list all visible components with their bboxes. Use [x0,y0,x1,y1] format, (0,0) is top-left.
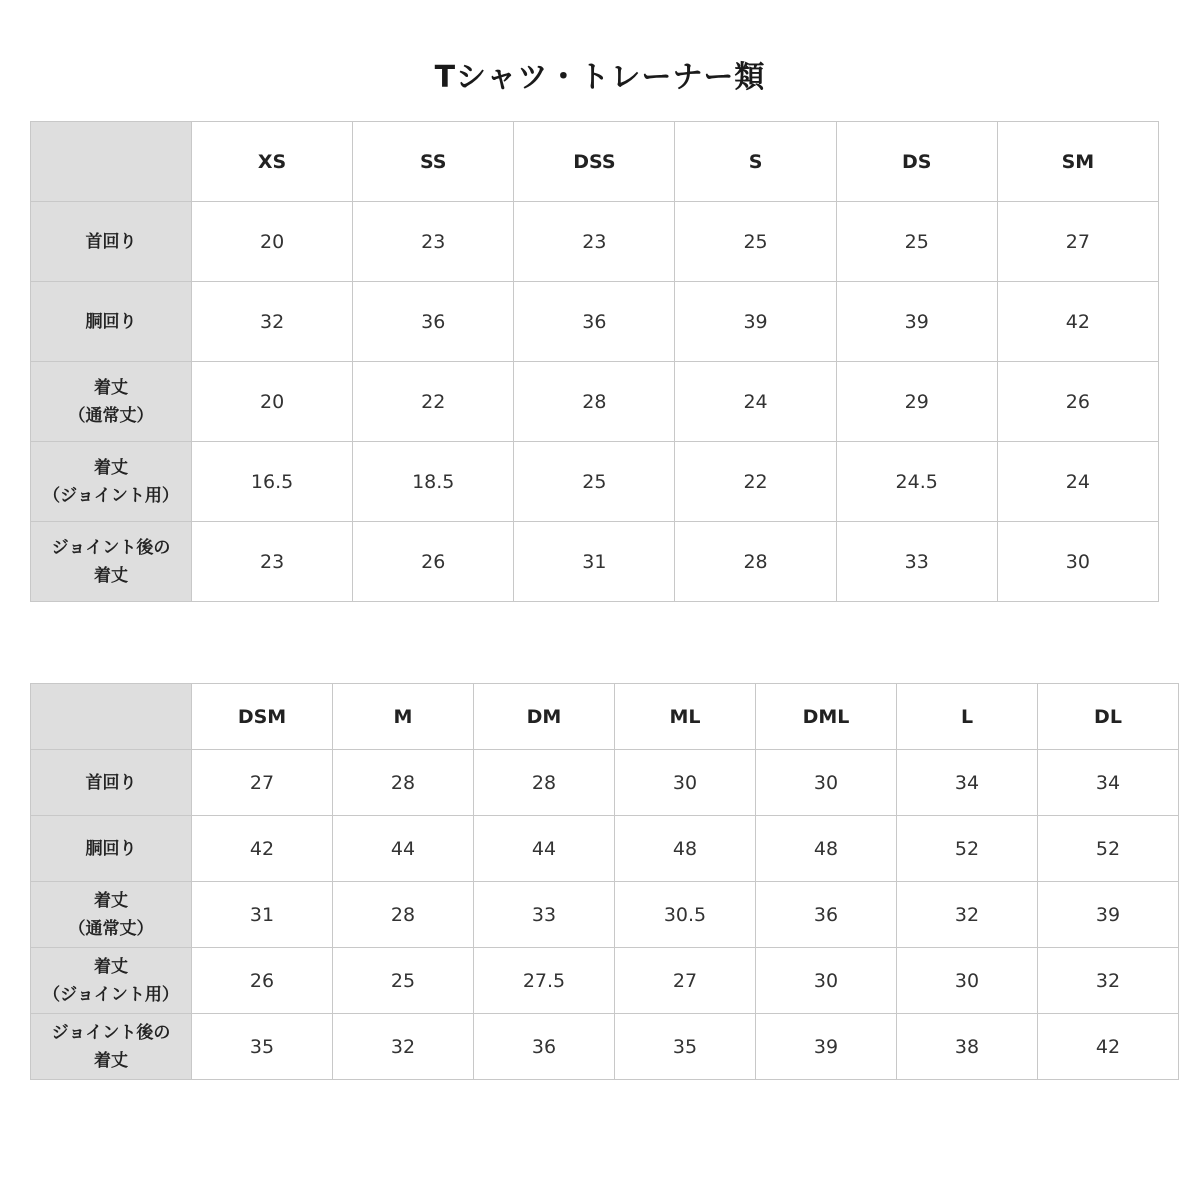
measurement-value: 23 [192,522,353,602]
measurement-value: 27.5 [474,948,615,1014]
size-header-cell: SS [353,122,514,202]
measurement-value: 22 [675,442,836,522]
measurement-label-line: 胴回り [85,311,137,332]
measurement-value: 42 [1038,1014,1179,1080]
measurement-value: 28 [474,750,615,816]
measurement-value: 28 [675,522,836,602]
measurement-value: 27 [615,948,756,1014]
measurement-value: 24 [675,362,836,442]
measurement-row [31,816,1179,882]
size-table-1 [30,121,1159,602]
measurement-value: 48 [756,816,897,882]
size-header-cell: DSM [192,684,333,750]
measurement-value: 48 [615,816,756,882]
measurement-value: 39 [756,1014,897,1080]
measurement-value: 31 [514,522,675,602]
measurement-row [31,282,1159,362]
measurement-value: 20 [192,202,353,282]
measurement-label [31,442,192,522]
measurement-label [31,362,192,442]
size-header-cell: DL [1038,684,1179,750]
measurement-value: 29 [836,362,997,442]
measurement-value: 30 [756,948,897,1014]
measurement-value: 25 [333,948,474,1014]
measurement-value: 44 [333,816,474,882]
measurement-value: 25 [836,202,997,282]
size-header-cell: DS [836,122,997,202]
measurement-value: 27 [192,750,333,816]
size-header-cell: SM [997,122,1158,202]
measurement-label-line: 着丈 [94,377,128,398]
measurement-value: 32 [897,882,1038,948]
measurement-value: 30 [897,948,1038,1014]
measurement-value: 52 [897,816,1038,882]
measurement-value: 26 [353,522,514,602]
measurement-value: 16.5 [192,442,353,522]
size-header-row [31,122,1159,202]
measurement-label-line: （通常丈） [68,405,154,426]
measurement-row [31,442,1159,522]
measurement-value: 25 [514,442,675,522]
measurement-value: 32 [333,1014,474,1080]
measurement-value: 23 [514,202,675,282]
measurement-label-line: 着丈 [94,890,128,911]
measurement-value: 26 [997,362,1158,442]
measurement-label [31,522,192,602]
measurement-value: 34 [1038,750,1179,816]
measurement-value: 42 [192,816,333,882]
measurement-value: 36 [353,282,514,362]
measurement-value: 34 [897,750,1038,816]
size-header-cell: S [675,122,836,202]
measurement-label-line: 着丈 [94,956,128,977]
measurement-label [31,816,192,882]
measurement-value: 36 [514,282,675,362]
measurement-label-line: （通常丈） [68,918,154,939]
measurement-value: 24 [997,442,1158,522]
measurement-value: 31 [192,882,333,948]
measurement-label [31,948,192,1014]
size-header-cell: DML [756,684,897,750]
measurement-row [31,522,1159,602]
measurement-label-line: 着丈 [94,565,128,586]
measurement-value: 28 [333,882,474,948]
measurement-value: 18.5 [353,442,514,522]
measurement-value: 27 [997,202,1158,282]
measurement-label [31,282,192,362]
measurement-value: 36 [756,882,897,948]
corner-cell [31,122,192,202]
measurement-value: 25 [675,202,836,282]
measurement-value: 39 [1038,882,1179,948]
measurement-value: 36 [474,1014,615,1080]
measurement-label [31,202,192,282]
measurement-label-line: 首回り [85,231,137,252]
page-title: Tシャツ・トレーナー類 [434,60,766,95]
measurement-row [31,202,1159,282]
corner-cell [31,684,192,750]
measurement-value: 30 [997,522,1158,602]
measurement-value: 24.5 [836,442,997,522]
size-header-row [31,684,1179,750]
size-header-cell: XS [192,122,353,202]
size-header-cell: ML [615,684,756,750]
measurement-value: 30.5 [615,882,756,948]
measurement-value: 26 [192,948,333,1014]
measurement-label-line: 着丈 [94,1050,128,1071]
measurement-value: 32 [1038,948,1179,1014]
measurement-row [31,750,1179,816]
measurement-value: 23 [353,202,514,282]
measurement-label-line: 胴回り [85,838,137,859]
measurement-value: 28 [333,750,474,816]
measurement-value: 44 [474,816,615,882]
measurement-row [31,948,1179,1014]
measurement-value: 28 [514,362,675,442]
size-table-2 [30,683,1179,1080]
measurement-label-line: 着丈 [94,457,128,478]
size-header-cell: L [897,684,1038,750]
measurement-value: 30 [615,750,756,816]
measurement-label [31,1014,192,1080]
measurement-value: 32 [192,282,353,362]
measurement-value: 35 [192,1014,333,1080]
measurement-value: 42 [997,282,1158,362]
size-header-cell: M [333,684,474,750]
measurement-row [31,882,1179,948]
measurement-label [31,750,192,816]
measurement-row [31,362,1159,442]
measurement-label-line: （ジョイント用） [43,984,179,1005]
measurement-label-line: ジョイント後の [51,1022,171,1043]
measurement-row [31,1014,1179,1080]
measurement-label [31,882,192,948]
measurement-value: 39 [675,282,836,362]
measurement-value: 20 [192,362,353,442]
measurement-value: 39 [836,282,997,362]
measurement-value: 38 [897,1014,1038,1080]
size-header-cell: DM [474,684,615,750]
measurement-value: 33 [474,882,615,948]
measurement-value: 52 [1038,816,1179,882]
measurement-label-line: 首回り [85,772,137,793]
measurement-label-line: （ジョイント用） [43,485,179,506]
measurement-value: 22 [353,362,514,442]
measurement-value: 33 [836,522,997,602]
measurement-label-line: ジョイント後の [51,537,171,558]
size-header-cell: DSS [514,122,675,202]
measurement-value: 30 [756,750,897,816]
measurement-value: 35 [615,1014,756,1080]
